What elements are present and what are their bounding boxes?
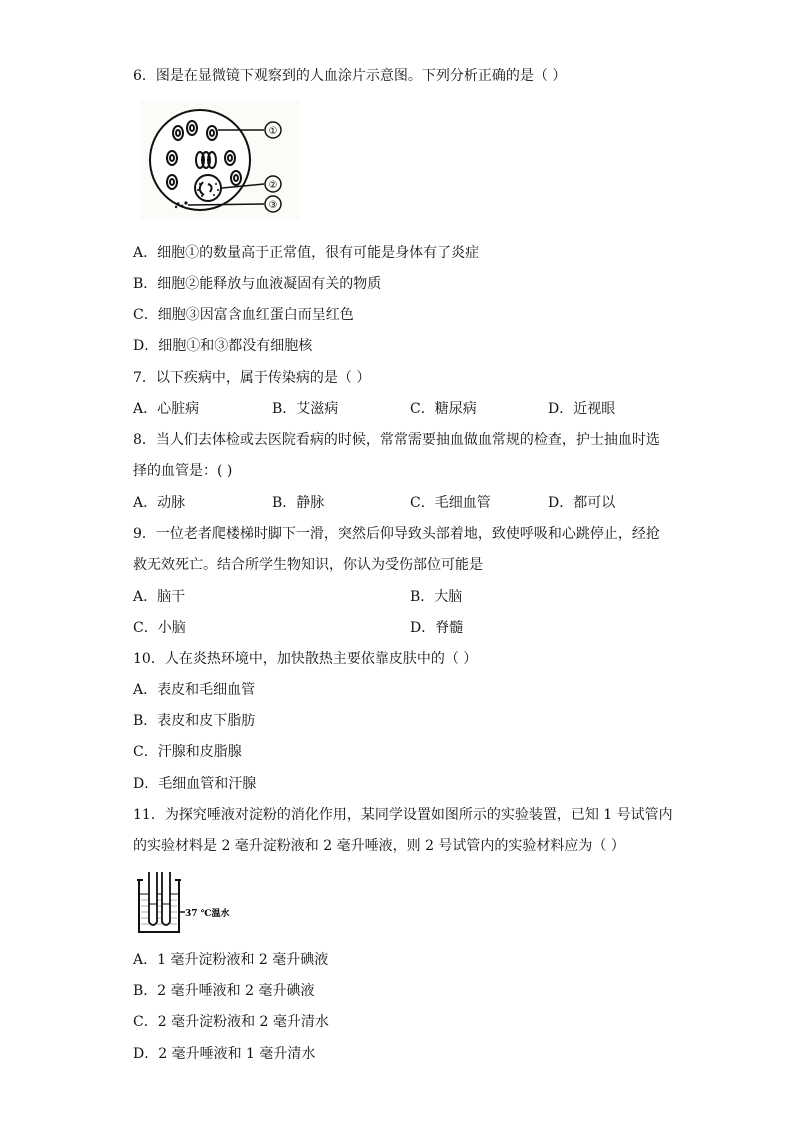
q10-option-c: C．汗腺和皮脂腺 [133, 744, 242, 760]
q6-option-a: A．细胞①的数量高于正常值，很有可能是身体有了炎症 [133, 245, 480, 261]
q8-option-c: C．毛细血管 [410, 495, 491, 511]
blood-smear-diagram [140, 100, 300, 220]
q8-stem-line2: 择的血管是：( ) [133, 463, 233, 479]
q10-stem: 10．人在炎热环境中，加快散热主要依靠皮肤中的（ ） [133, 651, 478, 667]
q10-option-b: B．表皮和皮下脂肪 [133, 713, 256, 729]
q9-option-b: B．大脑 [410, 589, 463, 605]
q8-option-b: B．静脉 [272, 495, 325, 511]
q7-option-a: A．心脏病 [133, 401, 200, 417]
q10-option-d: D．毛细血管和汗腺 [133, 776, 257, 792]
water-bath-diagram [135, 870, 245, 936]
q7-option-d: D．近视眼 [548, 401, 616, 417]
test-tube-figure [135, 870, 245, 936]
q11-option-a: A．1 毫升淀粉液和 2 毫升碘液 [133, 952, 329, 968]
q11-stem-line1: 11．为探究唾液对淀粉的消化作用，某同学设置如图所示的实验装置，已知 1 号试管内 [133, 807, 673, 823]
figure-label-1: ① [268, 126, 278, 137]
q6-option-b: B．细胞②能释放与血液凝固有关的物质 [133, 276, 382, 292]
q11-option-b: B．2 毫升唾液和 2 毫升碘液 [133, 983, 315, 999]
q11-stem-line2: 的实验材料是 2 毫升淀粉液和 2 毫升唾液，则 2 号试管内的实验材料应为（ ） [133, 838, 625, 854]
water-bath-label: 37 ℃温水 [185, 909, 230, 919]
q10-option-a: A．表皮和毛细血管 [133, 682, 256, 698]
q7-option-c: C．糖尿病 [410, 401, 477, 417]
q8-stem-line1: 8．当人们去体检或去医院看病的时候，常常需要抽血做血常规的检查，护士抽血时选 [133, 432, 660, 448]
q8-option-a: A．动脉 [133, 495, 186, 511]
q7-stem: 7．以下疾病中，属于传染病的是（ ） [133, 370, 371, 386]
blood-smear-figure [140, 100, 300, 220]
figure-label-3: ③ [268, 200, 278, 211]
q6-option-c: C．细胞③因富含血红蛋白而呈红色 [133, 307, 354, 323]
q9-option-a: A．脑干 [133, 589, 186, 605]
q11-option-c: C．2 毫升淀粉液和 2 毫升清水 [133, 1014, 329, 1030]
q9-stem-line1: 9．一位老者爬楼梯时脚下一滑，突然后仰导致头部着地，致使呼吸和心跳停止，经抢 [133, 526, 660, 542]
q7-option-b: B．艾滋病 [272, 401, 339, 417]
q9-stem-line2: 救无效死亡。结合所学生物知识，你认为受伤部位可能是 [133, 557, 483, 573]
q11-option-d: D．2 毫升唾液和 1 毫升清水 [133, 1046, 316, 1062]
q9-option-d: D．脊髓 [410, 620, 464, 636]
figure-label-2: ② [268, 180, 278, 191]
q6-stem: 6．图是在显微镜下观察到的人血涂片示意图。下列分析正确的是（ ） [133, 68, 567, 84]
q8-option-d: D．都可以 [548, 495, 616, 511]
q9-option-c: C．小脑 [133, 620, 186, 636]
q6-option-d: D．细胞①和③都没有细胞核 [133, 338, 313, 354]
